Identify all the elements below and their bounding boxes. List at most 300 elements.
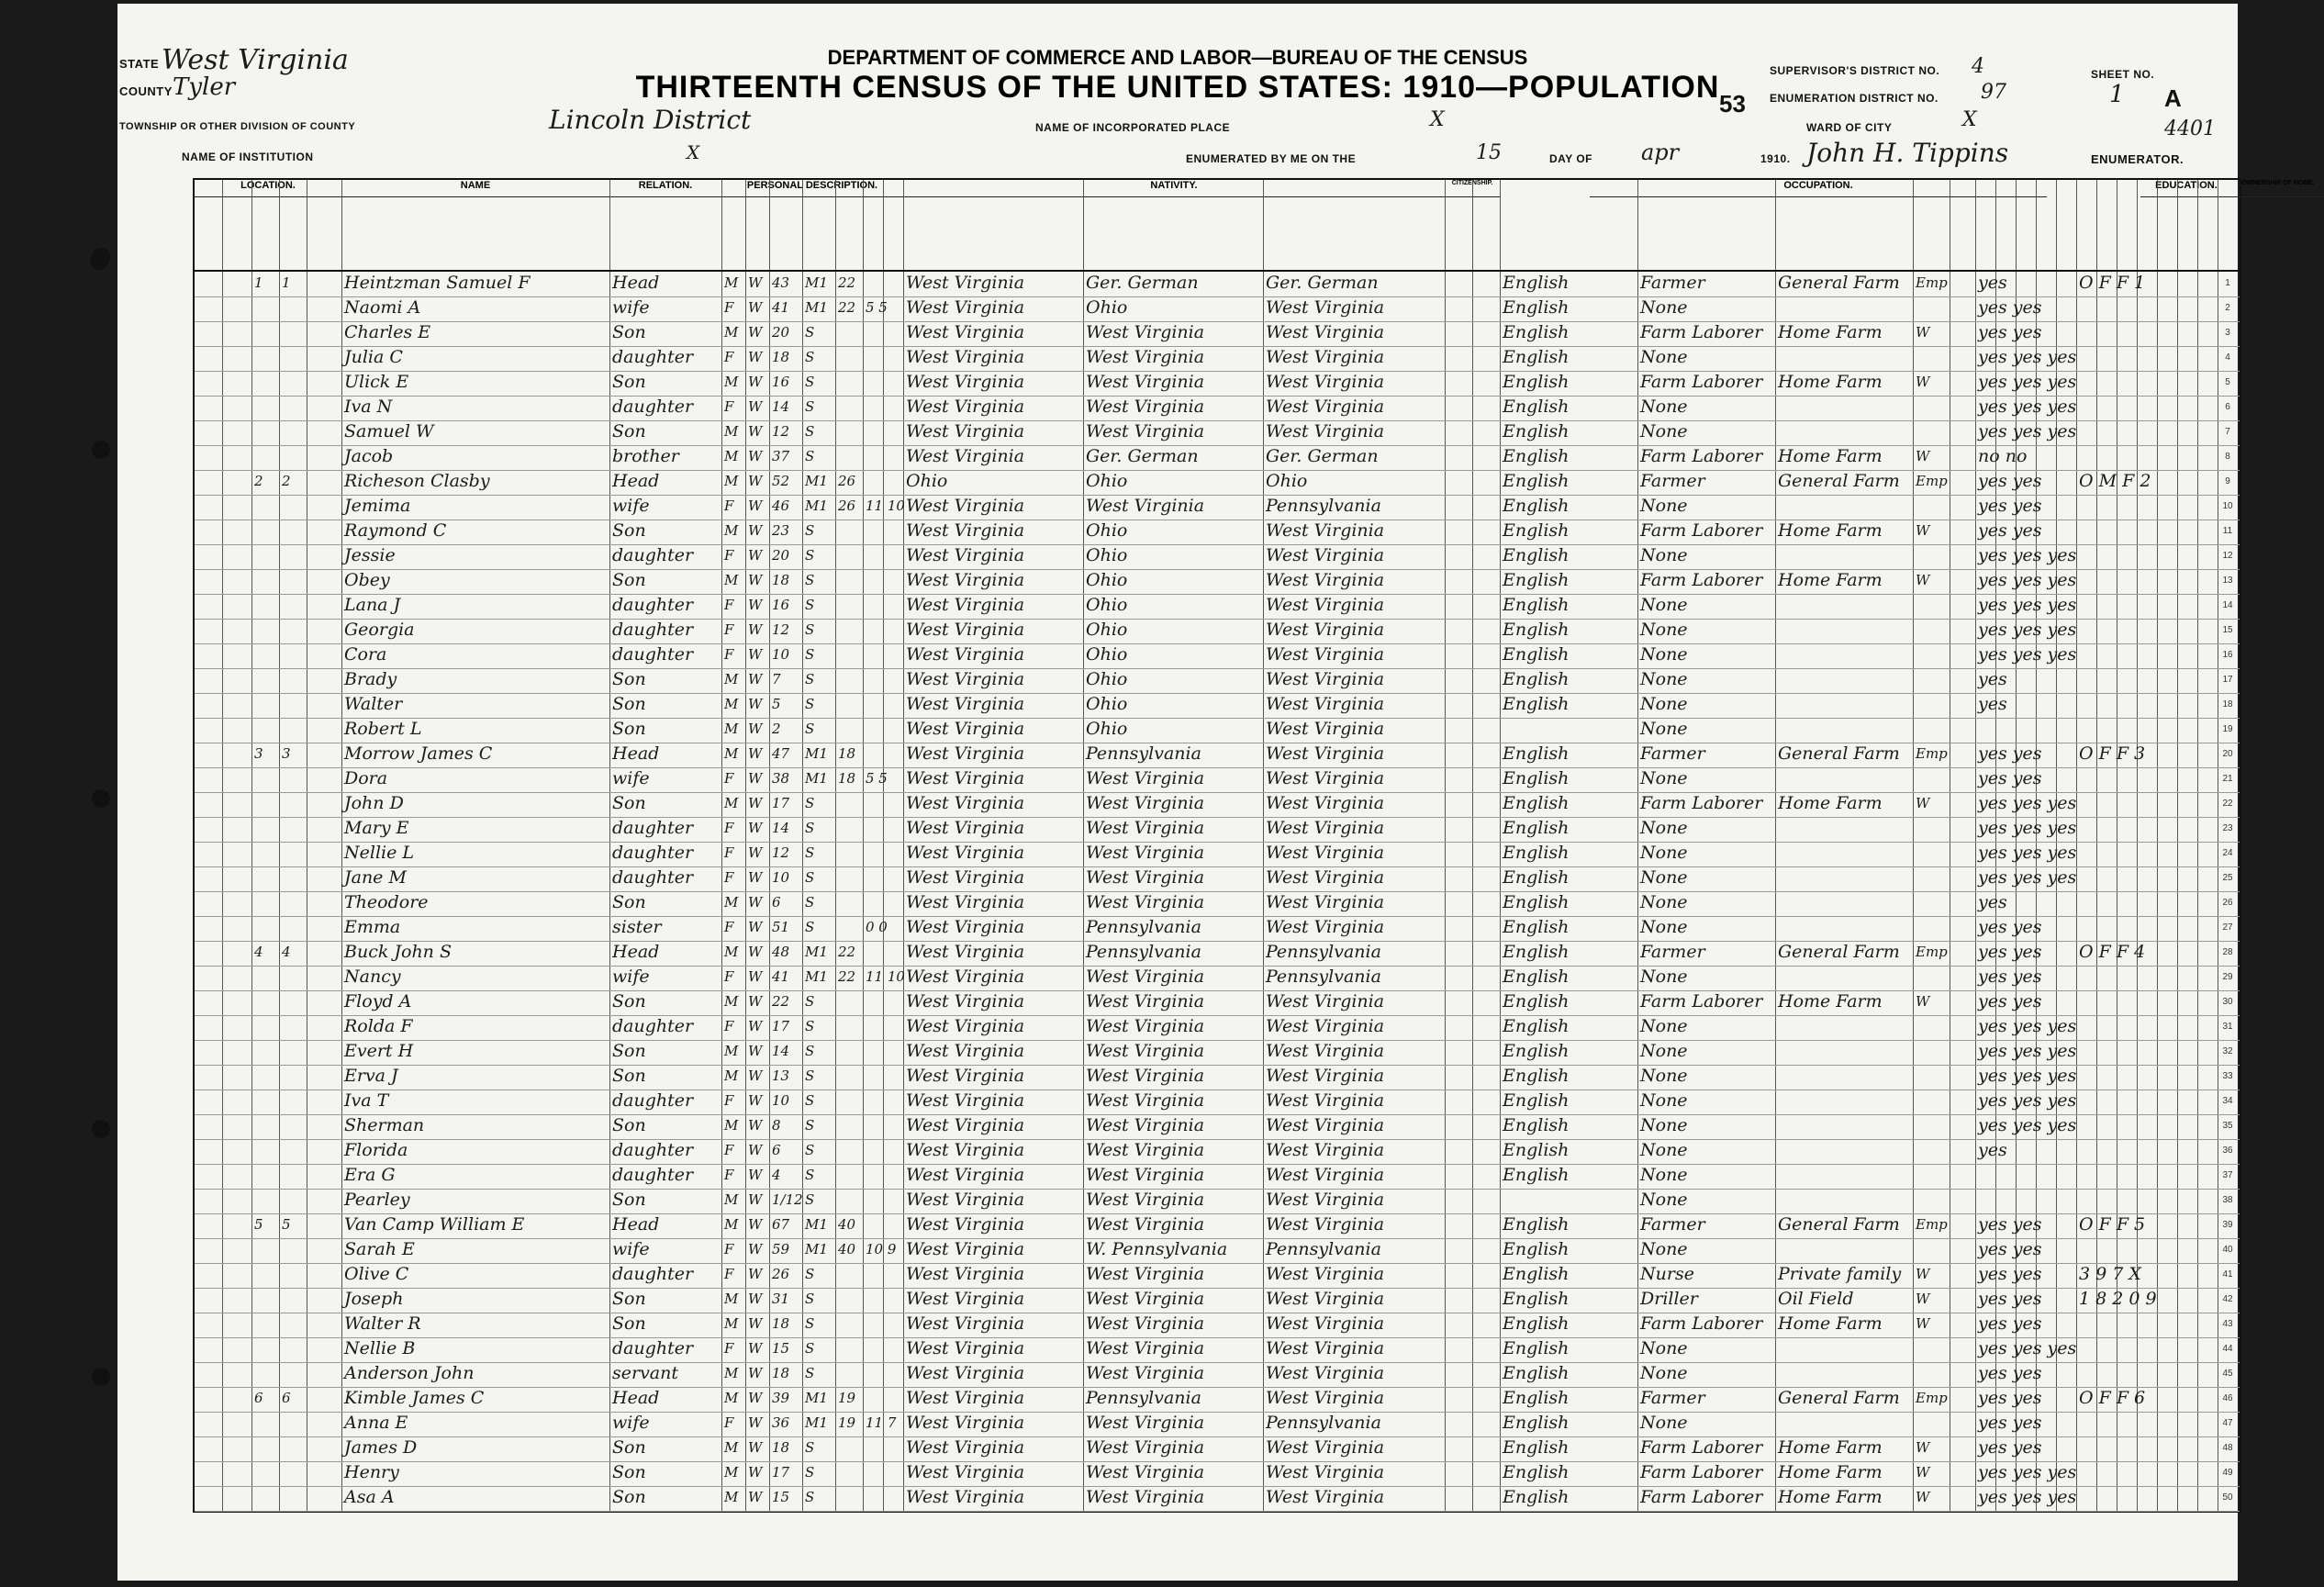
cell-bp: West Virginia [906, 719, 1025, 739]
cell-sex: M [724, 448, 739, 464]
cell-age: 37 [772, 448, 790, 464]
cell-rel: daughter [612, 1264, 694, 1284]
cell-race: W [748, 1167, 763, 1183]
cell-ms: S [805, 1117, 815, 1134]
cell-lang: English [1503, 496, 1570, 516]
cell-mbp: West Virginia [1266, 1190, 1385, 1210]
cell-lit: yes yes [1978, 942, 2042, 962]
cell-trade: Farm Laborer [1640, 1313, 1763, 1334]
cell-trade: None [1640, 397, 1688, 417]
cell-rel: Head [612, 471, 660, 491]
cell-trade: Farmer [1640, 273, 1705, 293]
cell-ms: M1 [805, 497, 828, 514]
row-number: 45 [2222, 1369, 2233, 1379]
cell-age: 16 [772, 374, 790, 390]
cell-ms: S [805, 1464, 815, 1481]
cell-fbp: W. Pennsylvania [1086, 1239, 1228, 1259]
cell-lang: English [1503, 421, 1570, 441]
cell-lang: English [1503, 967, 1570, 987]
cell-own: O M F 2 [2079, 471, 2151, 491]
cell-trade: Farmer [1640, 1388, 1705, 1408]
cell-lang: English [1503, 1140, 1570, 1160]
cell-race: W [748, 1092, 763, 1109]
cell-fbp: West Virginia [1086, 892, 1205, 912]
cell-race: W [748, 1414, 763, 1431]
cell-age: 6 [772, 1142, 781, 1158]
row-number: 26 [2222, 898, 2233, 908]
cell-sex: M [724, 1390, 739, 1406]
cell-rel: Son [612, 793, 646, 813]
cell-sex: M [724, 324, 739, 341]
table-row [195, 866, 2240, 892]
cell-ms: S [805, 1191, 815, 1208]
cell-race: W [748, 1241, 763, 1257]
cell-ind: Private family [1778, 1264, 1902, 1284]
cell-trade: None [1640, 818, 1688, 838]
cell-sex: F [724, 349, 734, 365]
cell-dw: 5 [254, 1216, 263, 1233]
cell-race: W [748, 572, 763, 588]
cell-age: 39 [772, 1390, 790, 1406]
cell-age: 7 [772, 671, 781, 687]
cell-emp: W [1916, 522, 1930, 539]
cell-rel: Son [612, 669, 646, 689]
cell-ms: S [805, 374, 815, 390]
cell-age: 10 [772, 646, 790, 663]
cell-mbp: West Virginia [1266, 1140, 1385, 1160]
cell-age: 14 [772, 1043, 790, 1059]
supervisor-label: SUPERVISOR'S DISTRICT NO. [1770, 64, 1940, 77]
cell-fam: 6 [282, 1390, 291, 1406]
row-number: 36 [2222, 1146, 2233, 1156]
cell-rel: daughter [612, 1165, 694, 1185]
cell-emp: W [1916, 993, 1930, 1010]
cell-yrs: 18 [838, 770, 856, 787]
stamp-number: 4401 [2164, 117, 2216, 140]
cell-ms: S [805, 1439, 815, 1456]
cell-fbp: Pennsylvania [1086, 1388, 1201, 1408]
cell-lang: English [1503, 570, 1570, 590]
cell-lang: English [1503, 273, 1570, 293]
cell-age: 14 [772, 820, 790, 836]
cell-lit: yes yes [1978, 1239, 2042, 1259]
cell-trade: Farm Laborer [1640, 570, 1763, 590]
cell-rel: wife [612, 768, 650, 788]
row-number: 37 [2222, 1170, 2233, 1180]
cell-lang: English [1503, 1313, 1570, 1334]
cell-rel: Son [612, 892, 646, 912]
row-number: 41 [2222, 1269, 2233, 1280]
cell-name: James D [344, 1437, 418, 1458]
cell-bp: West Virginia [906, 694, 1025, 714]
cell-lang: English [1503, 1437, 1570, 1458]
cell-name: Julia C [344, 347, 403, 367]
cell-rel: servant [612, 1363, 679, 1383]
table-row [195, 495, 2240, 520]
cell-sex: M [724, 1365, 739, 1381]
cell-lang: English [1503, 1239, 1570, 1259]
table-row [195, 1362, 2240, 1388]
cell-trade: Farm Laborer [1640, 1462, 1763, 1482]
cell-ms: S [805, 572, 815, 588]
cell-rel: Head [612, 942, 660, 962]
cell-ms: M1 [805, 1414, 828, 1431]
row-number: 48 [2222, 1443, 2233, 1453]
cell-bp: West Virginia [906, 768, 1025, 788]
cell-ind: Home Farm [1778, 520, 1883, 541]
cell-ms: S [805, 1365, 815, 1381]
cell-sex: F [724, 968, 734, 985]
cell-lang: English [1503, 397, 1570, 417]
cell-bp: West Virginia [906, 1165, 1025, 1185]
cell-fbp: Ohio [1086, 570, 1128, 590]
table-row [195, 1313, 2240, 1338]
cell-race: W [748, 473, 763, 489]
cell-rel: wife [612, 496, 650, 516]
cell-rel: Son [612, 1462, 646, 1482]
cell-bp: West Virginia [906, 520, 1025, 541]
table-row [195, 470, 2240, 496]
cell-race: W [748, 1340, 763, 1357]
cell-fbp: West Virginia [1086, 421, 1205, 441]
cell-lit: yes yes yes [1978, 1338, 2077, 1358]
enumerated-month: apr [1641, 140, 1680, 165]
cell-race: W [748, 646, 763, 663]
cell-fam: 5 [282, 1216, 291, 1233]
cell-race: W [748, 1291, 763, 1307]
cell-lang: English [1503, 991, 1570, 1011]
state-label: STATE [119, 57, 160, 71]
group-education: EDUCATION. [2140, 180, 2232, 197]
cell-fbp: West Virginia [1086, 1190, 1205, 1210]
group-citizenship: CITIZENSHIP. [1445, 180, 1500, 197]
cell-bp: West Virginia [906, 545, 1025, 565]
ward-label: WARD OF CITY [1806, 121, 1893, 134]
row-number: 16 [2222, 650, 2233, 660]
cell-bp: West Virginia [906, 669, 1025, 689]
cell-lit: yes yes [1978, 297, 2042, 318]
cell-fbp: West Virginia [1086, 1115, 1205, 1135]
cell-sex: M [724, 745, 739, 762]
cell-trade: None [1640, 1115, 1688, 1135]
cell-age: 2 [772, 721, 781, 737]
cell-age: 23 [772, 522, 790, 539]
row-number: 1 [2225, 278, 2230, 288]
cell-trade: None [1640, 967, 1688, 987]
enumeration-label: ENUMERATION DISTRICT NO. [1770, 92, 1939, 105]
cell-age: 18 [772, 1315, 790, 1332]
cell-rel: Son [612, 421, 646, 441]
cell-rel: Son [612, 719, 646, 739]
cell-lang: English [1503, 520, 1570, 541]
cell-trade: None [1640, 1190, 1688, 1210]
cell-fbp: West Virginia [1086, 1363, 1205, 1383]
table-row [195, 1139, 2240, 1165]
cell-mbp: West Virginia [1266, 1313, 1385, 1334]
cell-lit: yes yes yes [1978, 545, 2077, 565]
cell-name: Anna E [344, 1413, 408, 1433]
cell-rel: Head [612, 273, 660, 293]
cell-name: Walter R [344, 1313, 421, 1334]
cell-fam: 3 [282, 745, 291, 762]
cell-ms: S [805, 795, 815, 811]
cell-race: W [748, 1266, 763, 1282]
cell-fbp: West Virginia [1086, 768, 1205, 788]
cell-trade: None [1640, 768, 1688, 788]
cell-sex: M [724, 795, 739, 811]
cell-bp: West Virginia [906, 496, 1025, 516]
cell-bp: West Virginia [906, 1214, 1025, 1235]
cell-mbp: West Virginia [1266, 1289, 1385, 1309]
cell-race: W [748, 324, 763, 341]
cell-trade: Farm Laborer [1640, 446, 1763, 466]
cell-mbp: West Virginia [1266, 595, 1385, 615]
cell-sex: F [724, 1241, 734, 1257]
cell-bp: West Virginia [906, 1190, 1025, 1210]
cell-fbp: West Virginia [1086, 1066, 1205, 1086]
cell-rel: daughter [612, 595, 694, 615]
cell-bp: Ohio [906, 471, 948, 491]
cell-fbp: West Virginia [1086, 322, 1205, 342]
cell-ms: M1 [805, 299, 828, 316]
cell-fbp: West Virginia [1086, 1041, 1205, 1061]
cell-trade: None [1640, 595, 1688, 615]
cell-sex: F [724, 597, 734, 613]
cell-name: Lana J [344, 595, 401, 615]
table-row [195, 1040, 2240, 1066]
cell-trade: Farm Laborer [1640, 372, 1763, 392]
cell-lang: English [1503, 793, 1570, 813]
cell-fbp: West Virginia [1086, 372, 1205, 392]
cell-lang: English [1503, 471, 1570, 491]
cell-lit: yes yes [1978, 991, 2042, 1011]
row-number: 44 [2222, 1344, 2233, 1354]
cell-ind: General Farm [1778, 1214, 1900, 1235]
cell-name: Naomi A [344, 297, 421, 318]
cell-own: O F F 5 [2079, 1214, 2146, 1235]
binder-hole-3 [92, 789, 110, 808]
cell-fbp: Ohio [1086, 669, 1128, 689]
cell-ind: General Farm [1778, 743, 1900, 764]
cell-trade: None [1640, 1041, 1688, 1061]
cell-ch: 11 10 [866, 497, 905, 514]
department-title: DEPARTMENT OF COMMERCE AND LABOR—BUREAU OF THE CENSUS [827, 46, 1528, 69]
cell-ind: Home Farm [1778, 1313, 1883, 1334]
cell-ms: S [805, 324, 815, 341]
cell-trade: None [1640, 545, 1688, 565]
cell-bp: West Virginia [906, 297, 1025, 318]
sheet-letter: A [2164, 84, 2182, 112]
cell-age: 18 [772, 349, 790, 365]
cell-race: W [748, 1365, 763, 1381]
cell-bp: West Virginia [906, 917, 1025, 937]
cell-bp: West Virginia [906, 372, 1025, 392]
cell-race: W [748, 795, 763, 811]
row-number: 34 [2222, 1096, 2233, 1106]
cell-sex: M [724, 671, 739, 687]
cell-ind: Home Farm [1778, 1462, 1883, 1482]
census-sheet [117, 4, 2315, 1581]
cell-lit: yes yes [1978, 743, 2042, 764]
cell-rel: daughter [612, 397, 694, 417]
table-row [195, 916, 2240, 942]
table-row [195, 718, 2240, 743]
group-location: LOCATION. [195, 180, 341, 197]
cell-race: W [748, 944, 763, 960]
cell-lit: no no [1978, 446, 2028, 466]
cell-sex: M [724, 572, 739, 588]
cell-fbp: Ohio [1086, 297, 1128, 318]
cell-lit: yes yes yes [1978, 1487, 2077, 1507]
cell-mbp: West Virginia [1266, 1264, 1385, 1284]
cell-bp: West Virginia [906, 743, 1025, 764]
cell-lang: English [1503, 347, 1570, 367]
cell-lit: yes [1978, 694, 2007, 714]
cell-age: 46 [772, 497, 790, 514]
cell-name: Joseph [344, 1289, 404, 1309]
cell-ind: Home Farm [1778, 1437, 1883, 1458]
cell-race: W [748, 1216, 763, 1233]
cell-lit: yes yes [1978, 1413, 2042, 1433]
cell-lit: yes yes yes [1978, 595, 2077, 615]
cell-fbp: West Virginia [1086, 1338, 1205, 1358]
cell-trade: Farm Laborer [1640, 793, 1763, 813]
cell-name: Raymond C [344, 520, 447, 541]
cell-sex: F [724, 621, 734, 638]
cell-lang: English [1503, 372, 1570, 392]
cell-lang: English [1503, 644, 1570, 665]
cell-emp: Emp [1916, 274, 1948, 291]
row-number: 21 [2222, 774, 2233, 784]
cell-bp: West Virginia [906, 1016, 1025, 1036]
cell-lit: yes yes [1978, 1437, 2042, 1458]
cell-trade: None [1640, 644, 1688, 665]
cell-race: W [748, 398, 763, 415]
cell-rel: daughter [612, 1338, 694, 1358]
cell-race: W [748, 374, 763, 390]
cell-lang: English [1503, 768, 1570, 788]
cell-trade: Nurse [1640, 1264, 1694, 1284]
cell-lang: English [1503, 1115, 1570, 1135]
cell-race: W [748, 770, 763, 787]
cell-lang: English [1503, 545, 1570, 565]
row-number: 43 [2222, 1319, 2233, 1329]
cell-emp: W [1916, 1291, 1930, 1307]
cell-ms: S [805, 597, 815, 613]
cell-yrs: 19 [838, 1414, 856, 1431]
cell-sex: F [724, 1092, 734, 1109]
cell-fbp: Pennsylvania [1086, 743, 1201, 764]
cell-lang: English [1503, 1264, 1570, 1284]
cell-ms: M1 [805, 274, 828, 291]
cell-bp: West Virginia [906, 1115, 1025, 1135]
cell-rel: Son [612, 1115, 646, 1135]
row-number: 23 [2222, 823, 2233, 833]
cell-mbp: Pennsylvania [1266, 1413, 1381, 1433]
cell-fbp: Ohio [1086, 620, 1128, 640]
cell-sex: F [724, 1167, 734, 1183]
cell-age: 15 [772, 1340, 790, 1357]
cell-age: 15 [772, 1489, 790, 1505]
cell-fbp: West Virginia [1086, 496, 1205, 516]
cell-ms: S [805, 423, 815, 440]
cell-age: 51 [772, 919, 790, 935]
supervisor-no: 4 [1972, 55, 1984, 78]
cell-emp: Emp [1916, 1216, 1948, 1233]
cell-ms: S [805, 547, 815, 564]
row-number: 6 [2225, 402, 2230, 412]
cell-trade: None [1640, 496, 1688, 516]
cell-name: Ulick E [344, 372, 409, 392]
cell-name: Olive C [344, 1264, 409, 1284]
cell-age: 1/12 [772, 1191, 803, 1208]
table-row [195, 1090, 2240, 1115]
cell-name: Samuel W [344, 421, 434, 441]
cell-bp: West Virginia [906, 1437, 1025, 1458]
cell-rel: Son [612, 1190, 646, 1210]
cell-rel: daughter [612, 867, 694, 888]
cell-lit: yes yes yes [1978, 570, 2077, 590]
cell-trade: None [1640, 297, 1688, 318]
cell-rel: daughter [612, 545, 694, 565]
cell-ch: 0 0 [866, 919, 888, 935]
cell-race: W [748, 696, 763, 712]
cell-age: 18 [772, 572, 790, 588]
cell-ind: Home Farm [1778, 570, 1883, 590]
cell-lang: English [1503, 1388, 1570, 1408]
cell-lang: English [1503, 297, 1570, 318]
cell-fbp: Pennsylvania [1086, 942, 1201, 962]
row-number: 20 [2222, 749, 2233, 759]
cell-race: W [748, 1439, 763, 1456]
cell-fbp: West Virginia [1086, 1140, 1205, 1160]
cell-mbp: West Virginia [1266, 545, 1385, 565]
cell-lang: English [1503, 1041, 1570, 1061]
cell-lit: yes yes yes [1978, 843, 2077, 863]
binder-hole-1 [92, 248, 110, 266]
cell-trade: None [1640, 620, 1688, 640]
cell-yrs: 22 [838, 299, 856, 316]
cell-lang: English [1503, 669, 1570, 689]
cell-yrs: 19 [838, 1390, 856, 1406]
cell-sex: M [724, 721, 739, 737]
cell-race: W [748, 1489, 763, 1505]
enumerator-label: ENUMERATOR. [2091, 152, 2184, 166]
cell-trade: None [1640, 1413, 1688, 1433]
table-row [195, 420, 2240, 446]
cell-rel: wife [612, 1413, 650, 1433]
cell-ind: Home Farm [1778, 1487, 1883, 1507]
cell-ms: M1 [805, 944, 828, 960]
cell-yrs: 18 [838, 745, 856, 762]
cell-trade: Farmer [1640, 1214, 1705, 1235]
cell-age: 12 [772, 844, 790, 861]
row-number: 47 [2222, 1418, 2233, 1428]
cell-mbp: West Virginia [1266, 1388, 1385, 1408]
cell-bp: West Virginia [906, 1338, 1025, 1358]
enumeration-no: 97 [1981, 81, 2006, 104]
cell-ms: S [805, 1043, 815, 1059]
cell-age: 18 [772, 1439, 790, 1456]
cell-name: Kimble James C [344, 1388, 485, 1408]
cell-bp: West Virginia [906, 818, 1025, 838]
row-number: 12 [2222, 551, 2233, 561]
institution-label: NAME OF INSTITUTION [182, 151, 314, 163]
cell-ms: S [805, 671, 815, 687]
table-row [195, 1065, 2240, 1090]
cell-lang: English [1503, 942, 1570, 962]
cell-age: 20 [772, 547, 790, 564]
